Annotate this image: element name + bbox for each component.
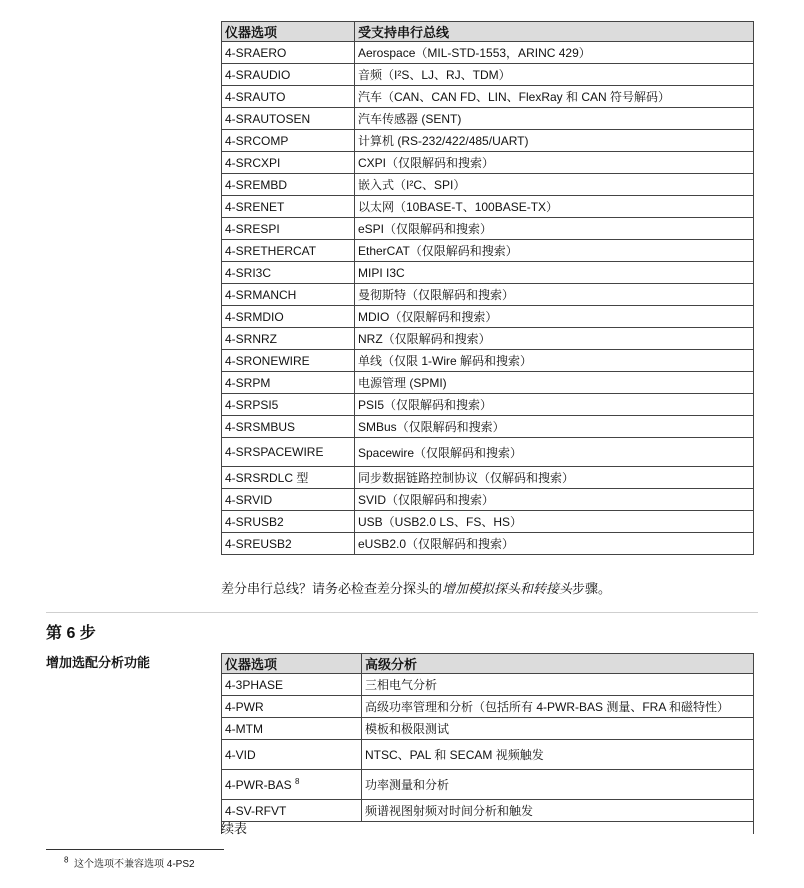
description-cell: SMBus（仅限解码和搜索）: [355, 416, 754, 438]
option-cell: 4-SRVID: [222, 489, 355, 511]
description-cell: 汽车传感器 (SENT): [355, 108, 754, 130]
option-cell: 4-SRPSI5: [222, 394, 355, 416]
column-header-buses: 受支持串行总线: [355, 22, 754, 42]
description-cell: 嵌入式（I²C、SPI）: [355, 174, 754, 196]
description-cell: 音频（I²S、LJ、RJ、TDM）: [355, 64, 754, 86]
option-cell: 4-SRMDIO: [222, 306, 355, 328]
table-row: [222, 770, 754, 800]
probe-step-link[interactable]: 增加模拟探头和转接头: [442, 581, 573, 596]
table-row: [222, 262, 754, 284]
option-cell: 4-SRPM: [222, 372, 355, 394]
description-cell: SVID（仅限解码和搜索）: [355, 489, 754, 511]
section-divider: [46, 612, 758, 613]
description-cell: 单线（仅限 1-Wire 解码和搜索）: [355, 350, 754, 372]
table-header-row: [222, 22, 754, 42]
option-cell: 4-SRONEWIRE: [222, 350, 355, 372]
table-row: [222, 696, 754, 718]
column-header-option: 仪器选项: [222, 654, 362, 674]
table-row: [222, 467, 754, 489]
description-cell: NTSC、PAL 和 SECAM 视频触发: [362, 740, 754, 770]
step-title: 第 6 步: [46, 625, 96, 642]
option-cell: 4-SRI3C: [222, 262, 355, 284]
table-row: [222, 511, 754, 533]
description-cell: 高级功率管理和分析（包括所有 4-PWR-BAS 测量、FRA 和磁特性）: [362, 696, 754, 718]
differential-bus-note: 差分串行总线？请务必检查差分探头的增加模拟探头和转接头步骤。: [221, 581, 612, 596]
description-cell: 三相电气分析: [362, 674, 754, 696]
step-subtitle: 增加选配分析功能: [46, 655, 151, 670]
description-cell: PSI5（仅限解码和搜索）: [355, 394, 754, 416]
option-cell: 4-SREMBD: [222, 174, 355, 196]
footnote: [64, 855, 195, 870]
description-cell: 电源管理 (SPMI): [355, 372, 754, 394]
description-cell: Spacewire（仅限解码和搜索）: [355, 438, 754, 467]
footnote-ref: 8: [295, 777, 300, 786]
description-cell: EtherCAT（仅限解码和搜索）: [355, 240, 754, 262]
description-cell: eUSB2.0（仅限解码和搜索）: [355, 533, 754, 555]
option-cell: 4-SRAUTO: [222, 86, 355, 108]
option-cell: 4-SRSRDLC 型: [222, 467, 355, 489]
table-row: [222, 130, 754, 152]
table-row: [222, 489, 754, 511]
option-cell: 4-SRENET: [222, 196, 355, 218]
table-row: [222, 674, 754, 696]
option-cell: 4-3PHASE: [222, 674, 362, 696]
supported-serial-bus-table: [221, 21, 754, 555]
option-cell: 4-PWR: [222, 696, 362, 718]
table-row: [222, 306, 754, 328]
table-row: [222, 328, 754, 350]
description-cell: 功率测量和分析: [362, 770, 754, 800]
table-row: [222, 64, 754, 86]
table-row: [222, 108, 754, 130]
table-row: [222, 416, 754, 438]
table-row: [222, 350, 754, 372]
bus-table-body: [222, 42, 754, 555]
footnote-number: 8: [64, 855, 69, 865]
description-cell: 汽车（CAN、CAN FD、LIN、FlexRay 和 CAN 符号解码）: [355, 86, 754, 108]
adv-table-body: [222, 674, 754, 822]
column-header-option: 仪器选项: [222, 22, 355, 42]
description-cell: MIPI I3C: [355, 262, 754, 284]
option-cell: 4-SREUSB2: [222, 533, 355, 555]
option-cell: 4-SRAUTOSEN: [222, 108, 355, 130]
option-cell: 4-SRSPACEWIRE: [222, 438, 355, 467]
option-cell: 4-SRAUDIO: [222, 64, 355, 86]
option-cell: 4-VID: [222, 740, 362, 770]
option-cell: 4-SRUSB2: [222, 511, 355, 533]
description-cell: 模板和极限测试: [362, 718, 754, 740]
table-row: [222, 438, 754, 467]
table-row: [222, 86, 754, 108]
option-cell: 4-SRESPI: [222, 218, 355, 240]
description-cell: 以太网（10BASE-T、100BASE-TX）: [355, 196, 754, 218]
option-cell: 4-PWR-BAS $^8$: [222, 770, 362, 800]
table-header-row: [222, 654, 754, 674]
footnote-text: 这个选项不兼容选项 4-PS2: [74, 859, 195, 870]
option-cell: 4-SV-RFVT: [222, 800, 362, 822]
option-cell: 4-SRSMBUS: [222, 416, 355, 438]
description-cell: eSPI（仅限解码和搜索）: [355, 218, 754, 240]
option-cell: 4-SRCOMP: [222, 130, 355, 152]
footnote-rule: [46, 849, 224, 850]
table-row: [222, 718, 754, 740]
table-row: [222, 240, 754, 262]
description-cell: 曼彻斯特（仅限解码和搜索）: [355, 284, 754, 306]
table-row: [222, 394, 754, 416]
option-cell: 4-SRETHERCAT: [222, 240, 355, 262]
description-cell: USB（USB2.0 LS、FS、HS）: [355, 511, 754, 533]
advanced-analysis-table: [221, 653, 754, 822]
description-cell: Aerospace（MIL-STD-1553，ARINC 429）: [355, 42, 754, 64]
table-row: [222, 372, 754, 394]
column-header-analysis: 高级分析: [362, 654, 754, 674]
table-row: [222, 740, 754, 770]
description-cell: 同步数据链路控制协议（仅解码和搜索）: [355, 467, 754, 489]
option-cell: 4-MTM: [222, 718, 362, 740]
table-row: [222, 152, 754, 174]
table-row: [222, 218, 754, 240]
table-row: [222, 42, 754, 64]
table-row: [222, 196, 754, 218]
description-cell: MDIO（仅限解码和搜索）: [355, 306, 754, 328]
option-cell: 4-SRMANCH: [222, 284, 355, 306]
description-cell: NRZ（仅限解码和搜索）: [355, 328, 754, 350]
table-continuation-border-right: [753, 816, 754, 834]
option-cell: 4-SRCXPI: [222, 152, 355, 174]
description-cell: CXPI（仅限解码和搜索）: [355, 152, 754, 174]
description-cell: 计算机 (RS-232/422/485/UART): [355, 130, 754, 152]
table-row: [222, 284, 754, 306]
description-cell: 频谱视图射频对时间分析和触发: [362, 800, 754, 822]
option-cell: 4-SRNRZ: [222, 328, 355, 350]
table-row: [222, 174, 754, 196]
continued-label: 续表: [221, 821, 248, 836]
table-row: [222, 800, 754, 822]
option-cell: 4-SRAERO: [222, 42, 355, 64]
table-row: [222, 533, 754, 555]
